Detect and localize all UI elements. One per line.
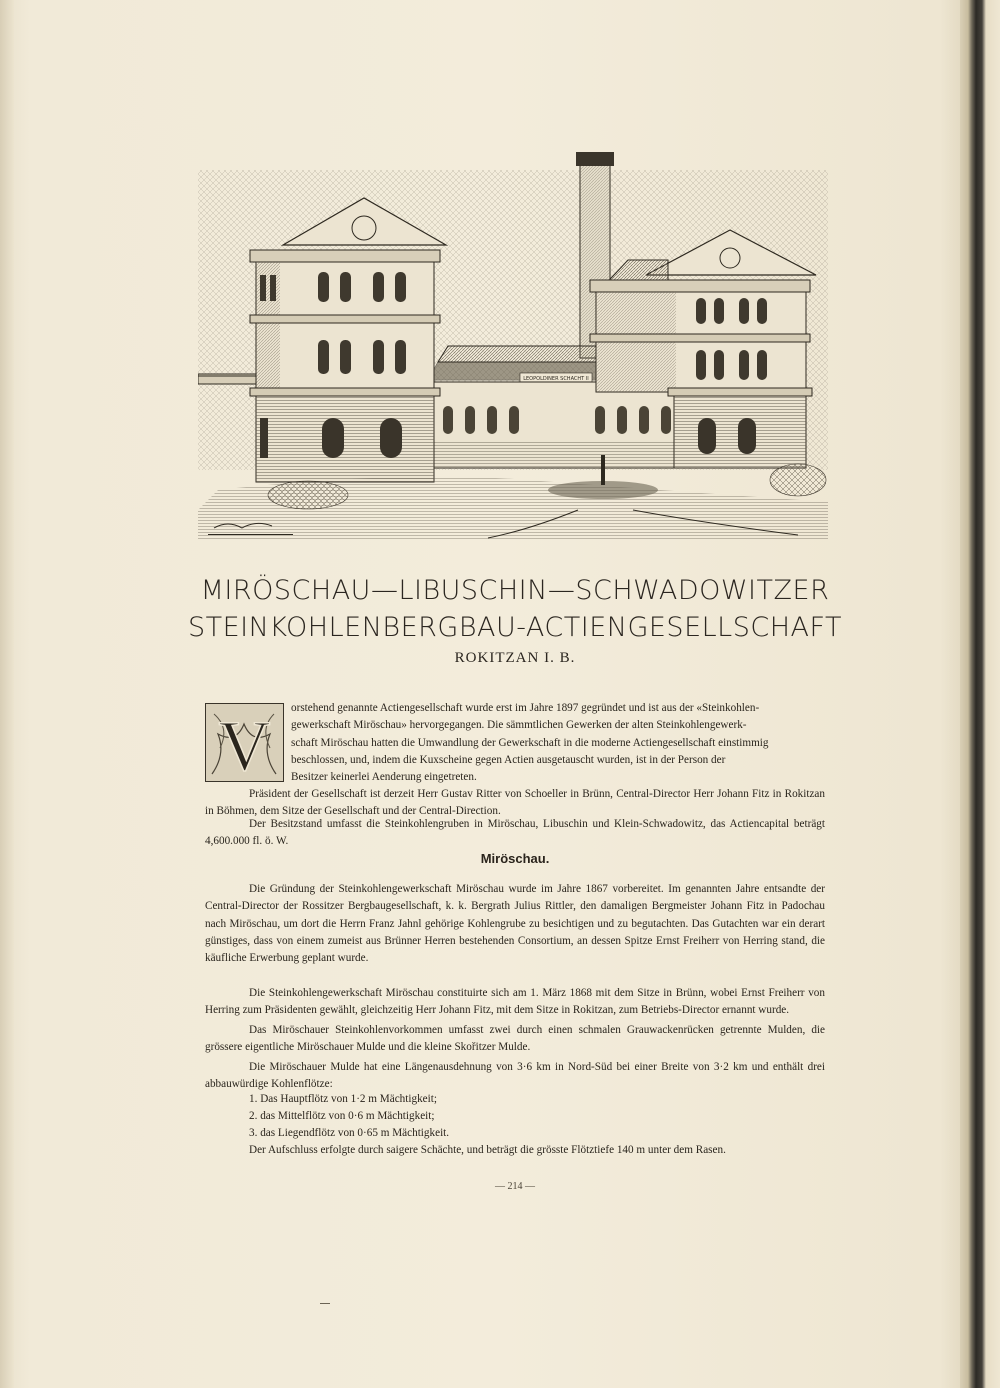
paragraph-1 [205,700,825,786]
paragraph-8: Der Aufschluss erfolgte durch saigere Schächte, und beträgt die grösste Flötztiefe 140 m unter dem Rasen. [249,1144,726,1156]
book-binding [960,0,1000,1388]
paragraph-1-line: beschlossen, und, indem die Kuxscheine gegen Actien ausgetauscht wurden, ist in der Person der [291,753,726,766]
page-mark [320,1303,330,1304]
list-item: 1. Das Hauptflötz von 1·2 m Mächtigkeit; [249,1093,437,1105]
page-edge [0,0,14,1388]
paragraph-1-line: Besitzer keinerlei Aenderung eingetreten. [291,771,477,784]
factory-engraving-icon [198,150,828,540]
paragraph-3: Der Besitzstand umfasst die Steinkohlengruben in Miröschau, Libuschin und Klein-Schwadowitz, das Actiencapital beträgt 4,600.000 fl. ö. W. [205,818,825,848]
paragraph-5: Die Steinkohlengewerkschaft Miröschau constituirte sich am 1. März 1868 mit dem Sitze in Brünn, wobei Ernst Freiherr von Herring zum Präsidenten gewählt, gleichzeitig Herr Johann Fitz, mit dem Sitze in Rokitzan, zum Betriebs-Director ernannt wurde. [205,987,825,1017]
factory-illustration [198,150,828,540]
paragraph-2: Präsident der Gesellschaft ist derzeit Herr Gustav Ritter von Schoeller in Brünn, Central-Director Herr Johann Fitz in Rokitzan in Böhmen, dem Sitze der Gesellschaft und der Central-Direction. [205,788,825,818]
paragraph-6: Das Miröschauer Steinkohlenvorkommen umfasst zwei durch einen schmalen Grauwackenrücken getrennte Mulden, die grössere eigentliche Miröschauer Mulde und die kleine Skořitzer Mulde. [205,1024,825,1054]
page-number: — 214 — [495,1181,535,1192]
page-title-line-1: MIRÖSCHAU—LIBUSCHIN—SCHWADOWITZER [200,575,830,606]
building-sign: LEOPOLDINER SCHACHT II [523,376,589,382]
list-item: 2. das Mittelflötz von 0·6 m Mächtigkeit; [249,1110,435,1122]
initial-letter: V [218,706,271,781]
paragraph-4: Die Gründung der Steinkohlengewerkschaft Miröschau wurde im Jahre 1867 vorbereitet. Im genannten Jahre entsandte der Central-Director der Rossitzer Bergbaugesellschaft, k. k. Bergrath Julius Rittler, den damaligen Bergmeister Johann Fitz in Padochau nach Miröschau, um dort die Herrn Franz Jahnl gehörige Kohlengrube zu besichtigen und zu begutachten. Das Gutachten war ein derart günstiges, dass von einem zumeist aus Brünner Herren bestehenden Consortium, an dessen Spitze Ernst Freiherr von Herring stand, die käufliche Erwerbung geplant wurde. [205,883,825,965]
paragraph-1-line: orstehend genannte Actiengesellschaft wurde erst im Jahre 1897 gegründet und ist aus der «Steinkohlen- [291,702,760,714]
paragraph-1-line: gewerkschaft Miröschau» hervorgegangen. Die sämmtlichen Gewerken der alten Steinkohlengewerk- [291,719,747,732]
page-title-line-2: STEINKOHLENBERGBAU-ACTIENGESELLSCHAFT [187,612,843,643]
page-subtitle: ROKITZAN I. B. [454,650,576,666]
paragraph-1-line: schaft Miröschau hatten die Umwandlung der Gewerkschaft in die moderne Actiengesellschaft einstimmig [291,736,769,749]
list-item: 3. das Liegendflötz von 0·65 m Mächtigkeit. [249,1127,450,1139]
paragraph-7: Die Miröschauer Mulde hat eine Längenausdehnung von 3·6 km in Nord-Süd bei einer Breite von 3·2 km und enthält drei abbauwürdige Kohlenflötze: [205,1061,825,1091]
section-heading: Miröschau. [480,851,550,866]
